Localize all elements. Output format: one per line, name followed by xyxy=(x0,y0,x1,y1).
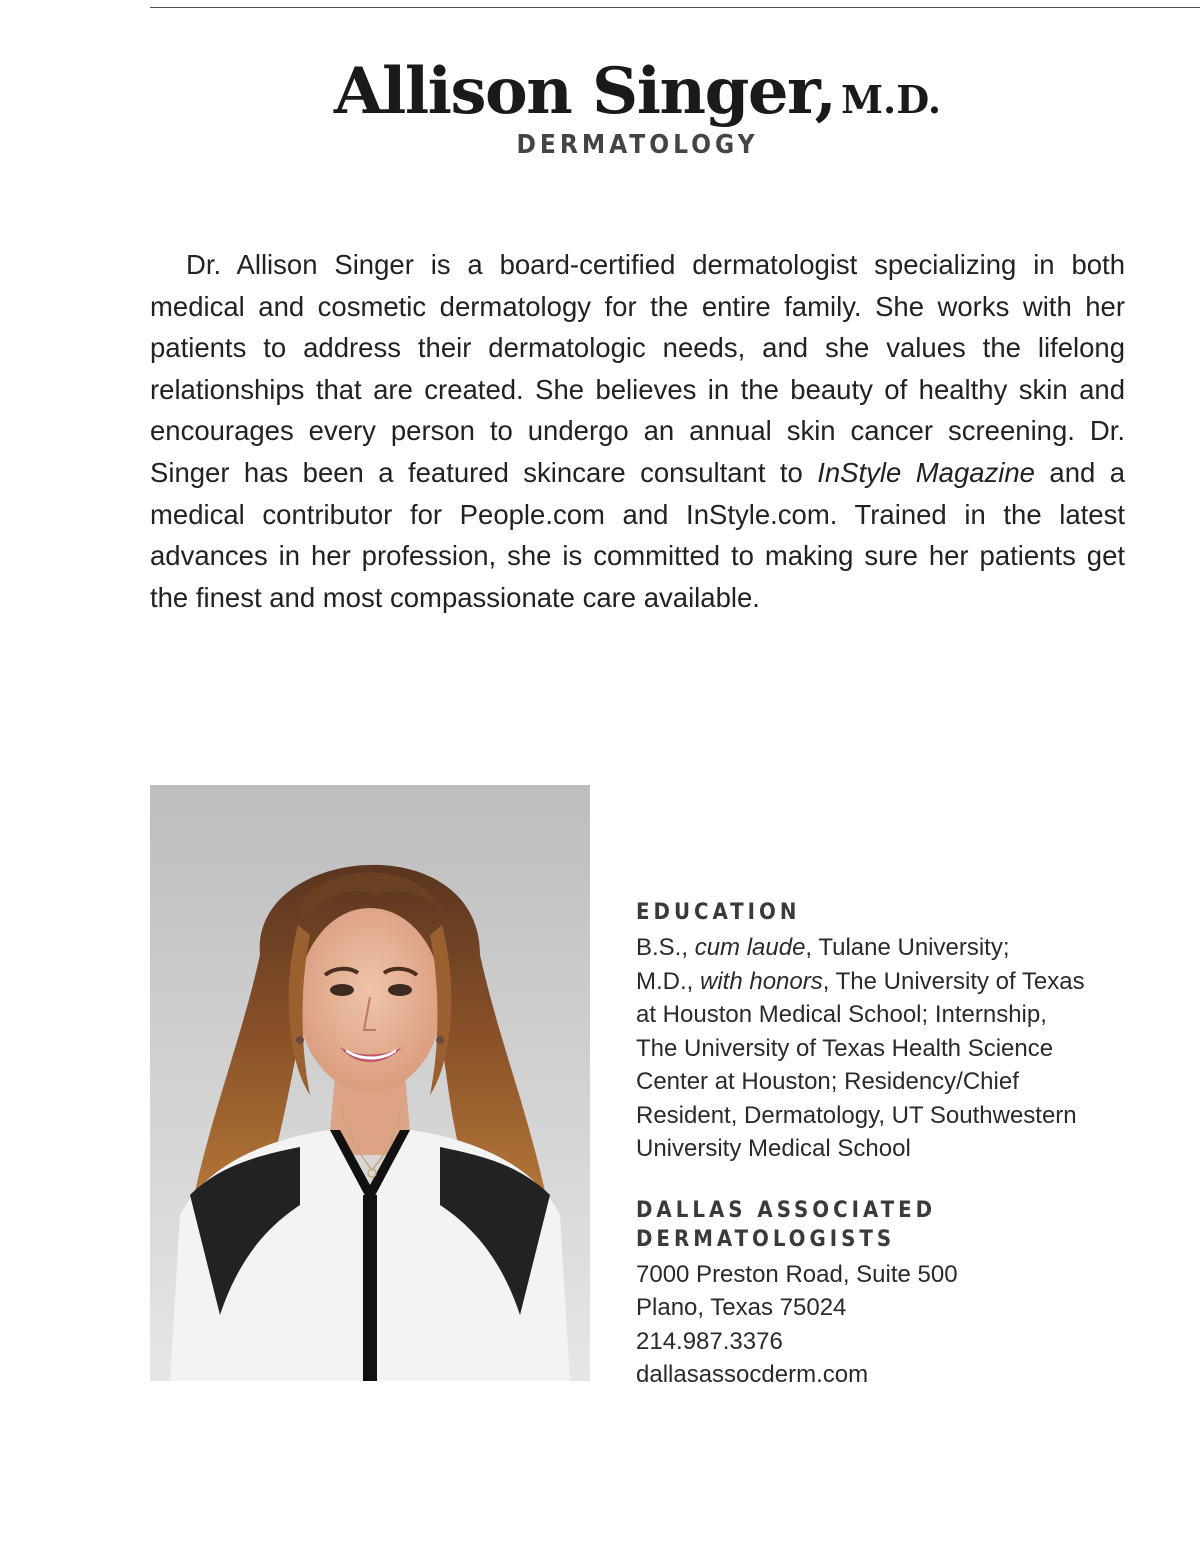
education-details xyxy=(636,931,1156,1166)
education-heading: EDUCATION xyxy=(636,900,801,925)
education-line: University Medical School xyxy=(636,1135,911,1162)
doctor-name-line xyxy=(0,54,1200,129)
practice-website-link[interactable]: dallasassocderm.com xyxy=(636,1361,869,1388)
education-md: M.D., with honors, The University of Texas xyxy=(636,967,1085,995)
bio-text-part2: and a medical contributor for People.com and InStyle.com. Trained in the latest advances in her profession, she is committed to making sure her patients get the finest and most compassionate care available. xyxy=(150,456,1125,613)
education-line: at Houston Medical School; Internship, xyxy=(636,1001,1047,1028)
practice-contact xyxy=(636,1258,1156,1392)
education-line: Resident, Dermatology, UT Southwestern xyxy=(636,1101,1077,1129)
education-line: The University of Texas Health Science xyxy=(636,1034,1054,1062)
doctor-portrait xyxy=(150,785,590,1381)
practice-name-line2: DERMATOLOGISTS xyxy=(636,1226,896,1252)
practice-name-line1: DALLAS ASSOCIATED xyxy=(636,1197,937,1223)
practice-address-street: 7000 Preston Road, Suite 500 xyxy=(636,1260,958,1288)
education-bs: B.S., cum laude, Tulane University; xyxy=(636,934,1010,961)
practice-name xyxy=(636,1196,1156,1254)
bio-text-part1: Dr. Allison Singer is a board-certified dermatologist specializing in both medical and cosmetic dermatology for the entire family. She works with her patients to address their dermatologic needs, and she values the lifelong relationships that are created. She believes in the beauty of healthy skin and encourages every person to undergo an annual skin cancer screening. Dr. Singer has been a featured skincare consultant to xyxy=(150,249,1125,488)
bio-publication: InStyle Magazine xyxy=(817,456,1035,488)
practice-phone[interactable]: 214.987.3376 xyxy=(636,1327,783,1355)
sidebar-info xyxy=(636,898,1156,1392)
top-rule xyxy=(150,7,1200,8)
doctor-name: Allison Singer, xyxy=(333,54,836,129)
practice-section xyxy=(636,1196,1156,1392)
education-line: Center at Houston; Residency/Chief xyxy=(636,1068,1019,1095)
specialty-label: DERMATOLOGY xyxy=(516,130,759,160)
bio-paragraph xyxy=(150,244,1125,618)
doctor-credential: M.D. xyxy=(840,77,942,122)
practice-address-city: Plano, Texas 75024 xyxy=(636,1294,847,1321)
profile-header xyxy=(0,54,1200,160)
